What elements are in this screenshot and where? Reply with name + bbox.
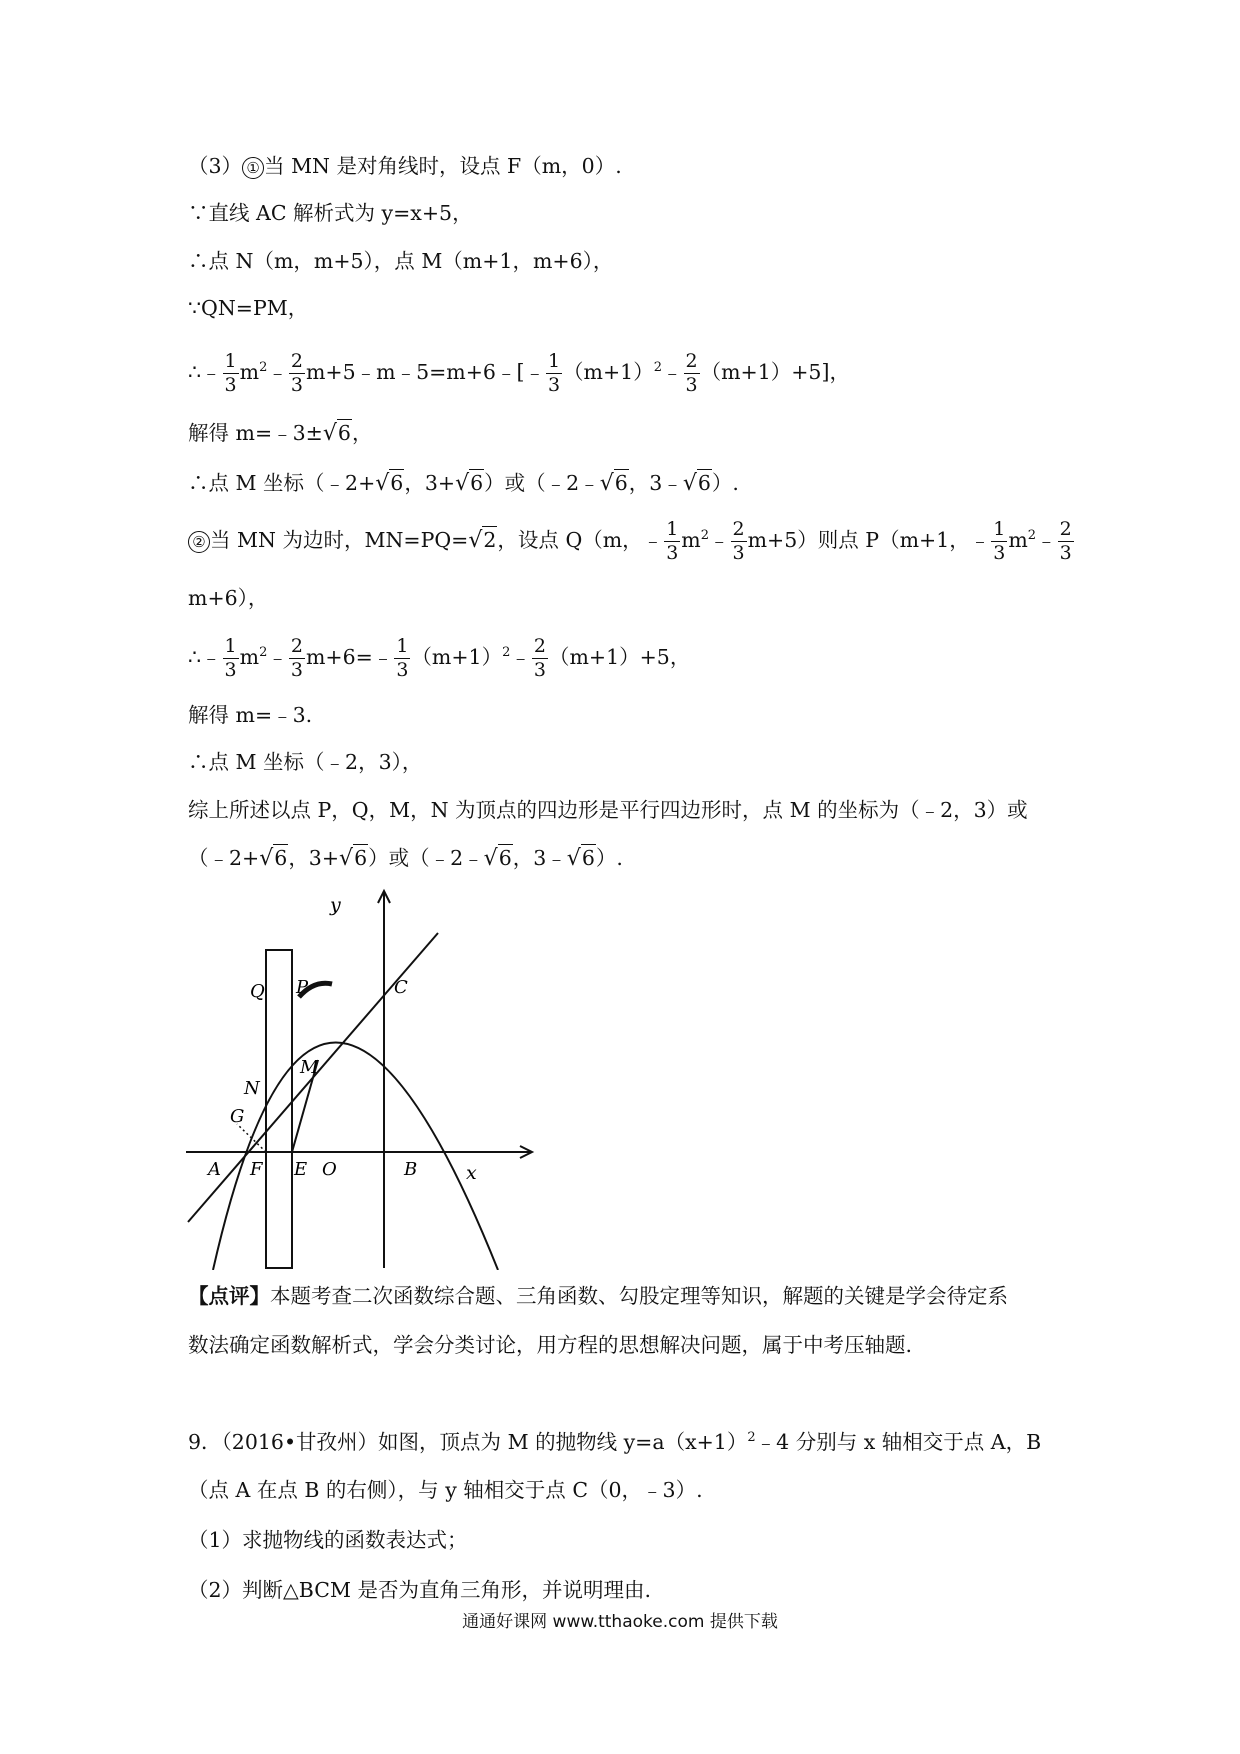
square-root: √6 [339, 846, 368, 871]
square-root: √6 [682, 471, 711, 496]
square-root: √6 [566, 846, 595, 871]
label-o: O [322, 1159, 337, 1180]
square-root: √6 [322, 421, 351, 446]
vertical-strip [266, 950, 292, 1268]
fraction: $\frac{2}{3}$ [732, 518, 745, 564]
solution-line-14: （﹣2+√6，3+√6）或（﹣2﹣√6，3﹣√6）. [188, 846, 623, 871]
solution-line-7: ∴点 M 坐标（﹣2+√6，3+√6）或（﹣2﹣√6，3﹣√6）. [188, 471, 739, 496]
square-root: √6 [483, 846, 512, 871]
fraction: $\frac{1}{3}$ [396, 635, 409, 681]
square-root: √6 [599, 471, 628, 496]
circled-number-2: ② [188, 531, 210, 553]
fraction: $\frac{1}{3}$ [224, 350, 237, 396]
label-a: A [208, 1159, 221, 1180]
solution-line-13: 综上所述以点 P，Q，M，N 为顶点的四边形是平行四边形时，点 M 的坐标为（﹣2，3）或 [188, 798, 1028, 822]
label-q: Q [250, 981, 265, 1002]
square-root: √6 [259, 846, 288, 871]
label-y: y [330, 894, 341, 916]
fraction: $\frac{2}{3}$ [533, 635, 546, 681]
solution-line-2: ∵直线 AC 解析式为 y=x+5， [188, 201, 473, 225]
square-root: √6 [375, 471, 404, 496]
solution-line-6: 解得 m=﹣3±√6， [188, 421, 373, 446]
solution-line-12: ∴点 M 坐标（﹣2，3）， [188, 750, 423, 774]
comment-line-2: 数法确定函数解析式，学会分类讨论，用方程的思想解决问题，属于中考压轴题. [188, 1333, 913, 1357]
comment-tag: 【点评】 [188, 1284, 270, 1308]
label-p: P [296, 977, 309, 998]
equation-line-5: ∴﹣ $\frac{1}{3}$ $m^2﹣$ $\frac{2}{3}$ m+5﹣m﹣5=m+6﹣[﹣ $\frac{1}{3}$ $(m+1)^2﹣$ $\frac{2}{3}$ （m+1）+5]， [188, 350, 850, 396]
solution-line-3: ∴点 N（m，m+5），点 M（m+1，m+6）， [188, 249, 614, 273]
fraction: $\frac{1}{3}$ [224, 635, 237, 681]
problem9-question-1: （1）求抛物线的函数表达式； [188, 1528, 468, 1552]
circled-number-1: ① [242, 157, 264, 179]
label-g: G [230, 1106, 245, 1127]
comment-line-1: 【点评】本题考查二次函数综合题、三角函数、勾股定理等知识，解题的关键是学会待定系 [188, 1284, 1008, 1308]
solution-line-8: ② 当 MN 为边时，MN=PQ=√2，设点 Q（m，﹣ $\frac{1}{3}$ $m^2﹣$ $\frac{2}{3}$ m+5）则点 P（m+1，﹣ $\frac{1}{3}$ $m^2﹣$ $\frac{2}{3}$ [188, 520, 1075, 563]
square-root: √2 [468, 528, 497, 553]
label-b: B [404, 1159, 418, 1180]
fraction: $\frac{1}{3}$ [993, 518, 1006, 564]
page-footer: 通通好课网 www.tthaoke.com 提供下载 [462, 1612, 778, 1632]
solution-line-11: 解得 m=﹣3. [188, 703, 313, 727]
solution-line-9: m+6）， [188, 586, 269, 610]
label-m: M [300, 1057, 319, 1078]
solution-line-4: ∵QN=PM， [188, 296, 309, 320]
label-x: x [466, 1162, 477, 1184]
parabola-curve [213, 1043, 498, 1271]
problem9-line-1: 9．（2016•甘孜州）如图，顶点为 M 的抛物线 $y=a(x+1)^2﹣4$ 分别与 x 轴相交于点 A，B [188, 1429, 1042, 1454]
label-c: C [394, 977, 408, 998]
label-e: E [294, 1159, 308, 1180]
fraction: $\frac{1}{3}$ [547, 350, 561, 396]
fraction: $\frac{1}{3}$ [666, 518, 679, 564]
solution-line-1: （3） ① 当 MN 是对角线时，设点 F（m，0）. [188, 154, 622, 178]
problem9-question-2: （2）判断△BCM 是否为直角三角形，并说明理由. [188, 1578, 651, 1602]
problem9-line-2: （点 A 在点 B 的右侧），与 y 轴相交于点 C（0，﹣3）. [188, 1478, 703, 1502]
fraction: $\frac{2}{3}$ [290, 350, 303, 396]
parabola-figure [186, 885, 536, 1270]
equation-line-10: ∴﹣ $\frac{1}{3}$ $m^2﹣$ $\frac{2}{3}$ m+6=﹣ $\frac{1}{3}$ $(m+1)^2﹣$ $\frac{2}{3}$ （m+1）+5， [188, 635, 691, 681]
fraction: $\frac{2}{3}$ [290, 635, 303, 681]
label-n: N [244, 1078, 260, 1099]
fraction: $\frac{2}{3}$ [1059, 518, 1072, 564]
label-f: F [250, 1159, 263, 1180]
square-root: √6 [455, 471, 484, 496]
fraction: $\frac{2}{3}$ [685, 350, 698, 396]
